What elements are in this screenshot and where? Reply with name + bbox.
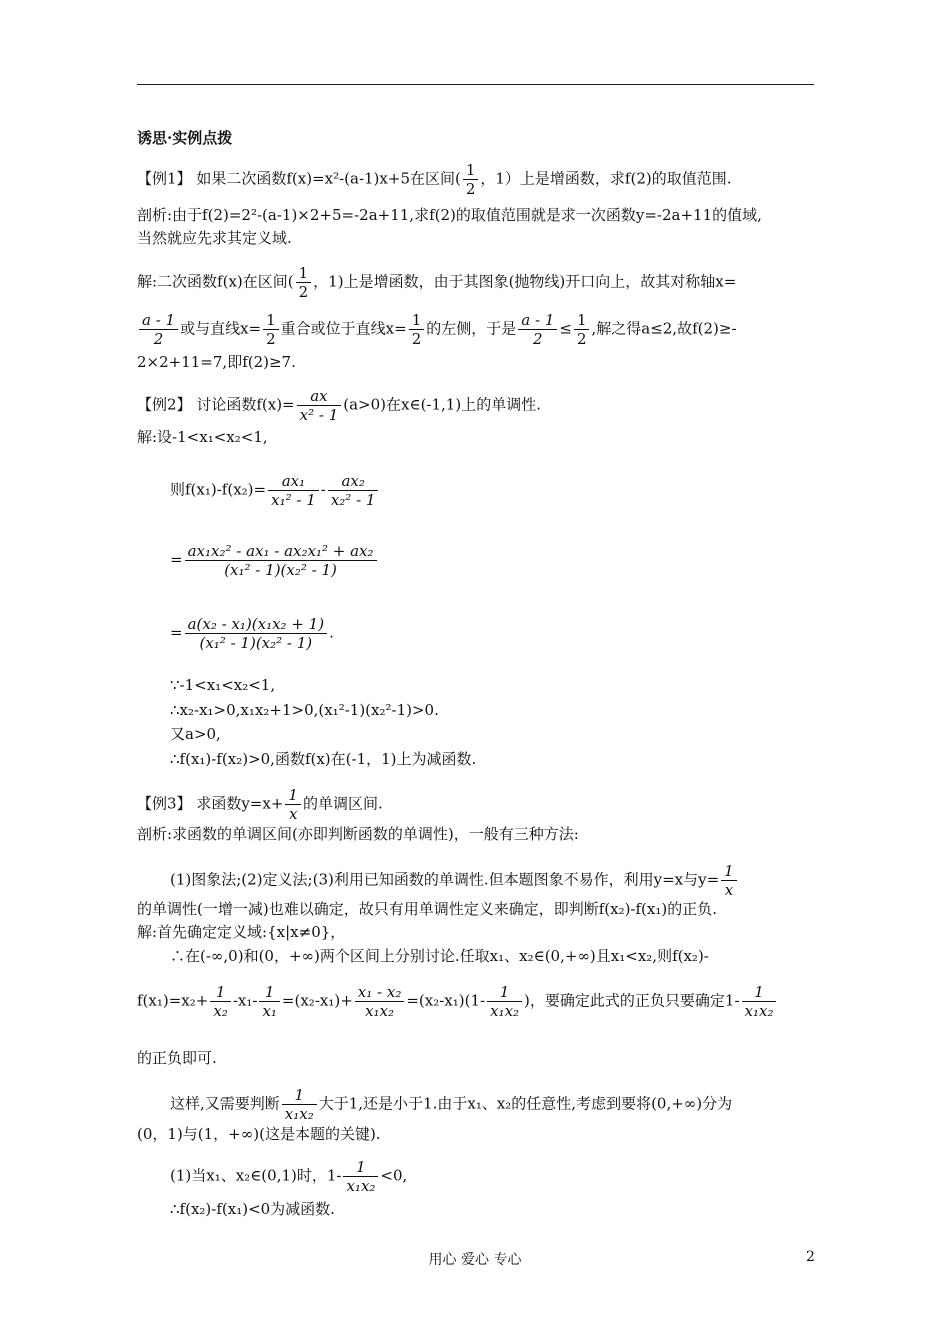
analysis-3-line-2 xyxy=(170,862,739,899)
solution-2-line-3 xyxy=(170,542,379,579)
text: f(x₁)=x₂+ xyxy=(137,991,209,1010)
analysis-1-line-2: 当然就应先求其定义域. xyxy=(137,229,292,247)
example-1-text: 如果二次函数f(x)=x²-(a-1)x+5在区间( xyxy=(196,169,461,188)
denominator: x₂² - 1 xyxy=(330,491,376,509)
text: 的左侧，于是 xyxy=(426,319,517,338)
numerator: 1 xyxy=(259,983,279,1002)
fraction xyxy=(343,1158,378,1195)
text: 的单调区间. xyxy=(302,794,383,813)
denominator: x² - 1 xyxy=(299,406,339,424)
analysis-3-line-9: (0，1)与(1，+∞)(这是本题的关键). xyxy=(137,1125,381,1143)
denominator: x₁x₂ xyxy=(365,1002,395,1020)
denominator: 2 xyxy=(533,330,543,348)
text: -x₁- xyxy=(232,991,258,1010)
text: 这样,又需要判断 xyxy=(170,1094,280,1113)
fraction xyxy=(282,1086,317,1123)
example-3-statement xyxy=(137,786,383,823)
numerator: 1 xyxy=(296,264,312,283)
fraction xyxy=(328,472,379,509)
numerator: ax₁x₂² - ax₁ - ax₂x₁² + ax₂ xyxy=(185,542,377,561)
numerator: ax xyxy=(297,387,342,406)
section-heading: 诱思·实例点拨 xyxy=(137,129,233,147)
solution-1-line-3: 2×2+11=7,即f(2)≥7. xyxy=(137,353,296,371)
text: ，1)上是增函数，由于其图象(抛物线)开口向上，故其对称轴x= xyxy=(313,272,737,291)
fraction xyxy=(742,983,777,1020)
denominator: x xyxy=(724,881,734,899)
numerator: 1 xyxy=(285,786,301,805)
denominator: 2 xyxy=(411,330,422,348)
text: 解:二次函数f(x)在区间( xyxy=(137,272,294,291)
numerator: 1 xyxy=(282,1086,317,1105)
numerator: 1 xyxy=(574,311,590,330)
numerator: 1 xyxy=(742,983,777,1002)
solution-2-line-1: 解:设-1<x₁<x₂<1, xyxy=(137,428,268,446)
text: (a>0)在x∈(-1,1)上的单调性. xyxy=(343,395,541,414)
text: = xyxy=(170,623,183,642)
numerator: 1 xyxy=(343,1158,378,1177)
fraction xyxy=(574,311,590,348)
denominator: 2 xyxy=(576,330,587,348)
denominator: 2 xyxy=(465,180,476,198)
text: 大于1,还是小于1.由于x₁、x₂的任意性,考虑到要将(0,+∞)分为 xyxy=(318,1094,733,1113)
denominator: x₁² - 1 xyxy=(271,491,316,509)
analysis-3-line-1: 剖析:求函数的单调区间(亦即判断函数的单调性)，一般有三种方法: xyxy=(137,825,579,843)
text: =(x₂-x₁)(1- xyxy=(406,991,486,1010)
numerator: a - 1 xyxy=(518,311,557,330)
solution-2-line-2 xyxy=(170,472,380,509)
header-rule xyxy=(137,84,814,85)
solution-2-line-5: ∵-1<x₁<x₂<1, xyxy=(170,676,276,694)
analysis-3-line-10 xyxy=(170,1158,407,1195)
fraction xyxy=(518,311,557,348)
numerator: 1 xyxy=(463,161,479,180)
numerator: x₁ - x₂ xyxy=(355,983,405,1002)
denominator: x₁ xyxy=(262,1002,277,1020)
solution-1-line-1 xyxy=(137,264,736,301)
denominator: 2 xyxy=(298,283,309,301)
denominator: x₁x₂ xyxy=(346,1177,376,1195)
page-number: 2 xyxy=(806,1249,815,1265)
numerator: 1 xyxy=(409,311,425,330)
numerator: ax₁ xyxy=(268,472,319,491)
example-1-label: 【例1】 xyxy=(137,169,192,188)
fraction xyxy=(297,387,342,424)
denominator: (x₁² - 1)(x₂² - 1) xyxy=(224,561,337,579)
analysis-1-line-1: 剖析:由于f(2)=2²-(a-1)×2+5=-2a+11,求f(2)的取值范围就是求一次函数y=-2a+11的值域, xyxy=(137,206,762,224)
fraction xyxy=(185,542,377,579)
text: - xyxy=(320,480,326,499)
numerator: 1 xyxy=(263,311,279,330)
numerator: 1 xyxy=(721,862,737,881)
example-2-statement xyxy=(137,387,541,424)
numerator: ax₂ xyxy=(328,472,379,491)
text: 求函数y=x+ xyxy=(196,794,284,813)
fraction xyxy=(296,264,312,301)
analysis-3-line-3: 的单调性(一增一减)也难以确定，故只有用单调性定义来确定，即判断f(x₂)-f(x₁)的正负. xyxy=(137,900,718,918)
text: 讨论函数f(x)= xyxy=(196,395,295,414)
fraction xyxy=(210,983,230,1020)
denominator: x xyxy=(288,805,298,823)
text: )，要确定此式的正负只要确定1- xyxy=(524,991,740,1010)
example-1-statement xyxy=(137,161,732,198)
numerator: 1 xyxy=(210,983,230,1002)
analysis-3-line-4: 解:首先确定定义域:{x|x≠0}， xyxy=(137,923,346,941)
text: 或与直线x= xyxy=(180,319,262,338)
fraction xyxy=(139,311,178,348)
text: 则f(x₁)-f(x₂)= xyxy=(170,480,267,499)
text: (1)当x₁、x₂∈(0,1)时，1- xyxy=(170,1166,342,1185)
solution-2-line-7: 又a>0, xyxy=(170,725,221,743)
example-1-text: ，1）上是增函数，求f(2)的取值范围. xyxy=(480,169,732,188)
analysis-3-line-6 xyxy=(137,983,778,1020)
fraction xyxy=(409,311,425,348)
numerator: a - 1 xyxy=(139,311,178,330)
numerator: a(x₂ - x₁)(x₁x₂ + 1) xyxy=(185,615,328,634)
analysis-3-line-5: ∴在(-∞,0)和(0，+∞)两个区间上分别讨论.任取x₁、x₂∈(0,+∞)且x₁<x₂,则f(x₂)- xyxy=(170,947,709,965)
text: . xyxy=(329,623,334,642)
text: ,解之得a≤2,故f(2)≥- xyxy=(591,319,737,338)
fraction xyxy=(259,983,279,1020)
text: <0, xyxy=(380,1166,408,1185)
fraction xyxy=(263,311,279,348)
analysis-3-line-7: 的正负即可. xyxy=(137,1049,217,1067)
analysis-3-line-11: ∴f(x₂)-f(x₁)<0为减函数. xyxy=(170,1200,335,1218)
fraction xyxy=(355,983,405,1020)
fraction xyxy=(185,615,328,652)
solution-1-line-2 xyxy=(137,311,737,348)
fraction xyxy=(487,983,522,1020)
analysis-3-line-8 xyxy=(170,1086,732,1123)
denominator: 2 xyxy=(266,330,276,348)
solution-2-line-6: ∴x₂-x₁>0,x₁x₂+1>0,(x₁²-1)(x₂²-1)>0. xyxy=(170,701,439,719)
text: (1)图象法;(2)定义法;(3)利用已知函数的单调性.但本题图象不易作，利用y=x与y= xyxy=(170,870,720,889)
fraction xyxy=(285,786,301,823)
denominator: 2 xyxy=(153,330,164,348)
fraction xyxy=(268,472,319,509)
denominator: x₁x₂ xyxy=(284,1105,314,1123)
denominator: x₁x₂ xyxy=(744,1002,774,1020)
page-footer: 用心 爱心 专心 xyxy=(428,1252,522,1268)
text: =(x₂-x₁)+ xyxy=(281,991,353,1010)
fraction xyxy=(463,161,479,198)
denominator: x₁x₂ xyxy=(490,1002,520,1020)
text: 重合或位于直线x= xyxy=(280,319,407,338)
fraction xyxy=(721,862,737,899)
solution-2-line-4 xyxy=(170,615,334,652)
solution-2-line-8: ∴f(x₁)-f(x₂)>0,函数f(x)在(-1，1)上为减函数. xyxy=(170,750,477,768)
text: = xyxy=(170,550,183,569)
denominator: (x₁² - 1)(x₂² - 1) xyxy=(199,634,313,652)
numerator: 1 xyxy=(487,983,522,1002)
text: ≤ xyxy=(559,319,572,338)
denominator: x₂ xyxy=(213,1002,228,1020)
example-2-label: 【例2】 xyxy=(137,395,192,414)
example-3-label: 【例3】 xyxy=(137,794,192,813)
